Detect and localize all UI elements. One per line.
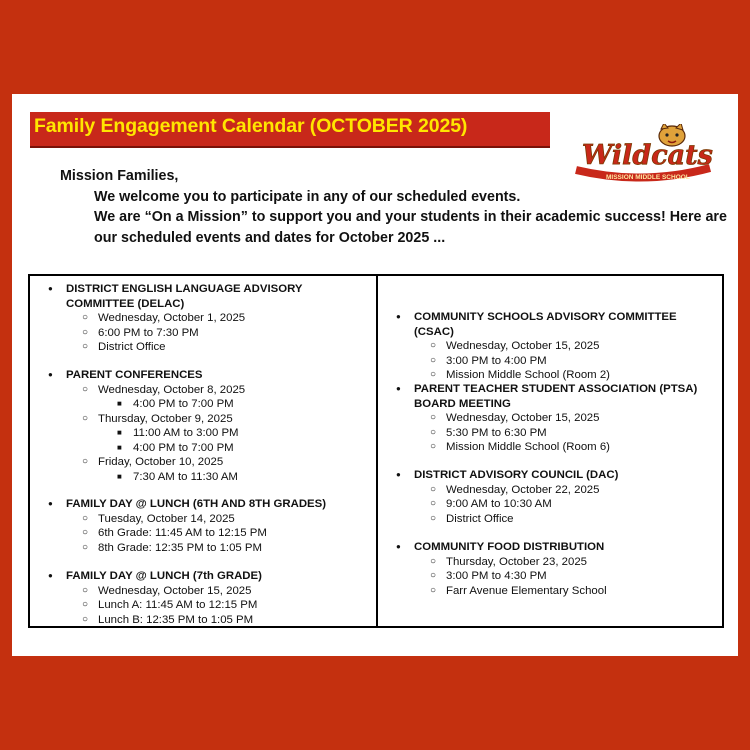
intro-message: [60, 166, 730, 248]
event-date: ○ Wednesday, October 8, 2025: [30, 383, 376, 398]
event-food-distribution: [378, 540, 722, 598]
event-date: ○ Wednesday, October 1, 2025: [30, 311, 376, 326]
event-time: ○ 9:00 AM to 10:30 AM: [378, 497, 722, 512]
greeting: Mission Families,: [60, 168, 179, 184]
event-date: ○ Thursday, October 9, 2025: [30, 412, 376, 427]
event-dac: [378, 468, 722, 526]
event-delac: [30, 282, 376, 355]
calendar-card: [12, 94, 738, 656]
logo-subtitle: MISSION MIDDLE SCHOOL: [606, 174, 690, 181]
event-title: ● COMMUNITY FOOD DISTRIBUTION: [378, 540, 722, 555]
event-time: ○ 6:00 PM to 7:30 PM: [30, 326, 376, 341]
event-date: ○ Wednesday, October 22, 2025: [378, 483, 722, 498]
event-location: ○ Farr Avenue Elementary School: [378, 584, 722, 599]
events-table: [28, 274, 724, 628]
event-location: ○ Mission Middle School (Room 6): [378, 440, 722, 455]
event-title: ● PARENT CONFERENCES: [30, 368, 376, 383]
page-title: Family Engagement Calendar (OCTOBER 2025): [34, 115, 468, 137]
event-time: ■ 7:30 AM to 11:30 AM: [30, 470, 376, 485]
event-time: ○ 8th Grade: 12:35 PM to 1:05 PM: [30, 541, 376, 556]
event-family-day-6-8: [30, 497, 376, 555]
event-time: ○ Lunch B: 12:35 PM to 1:05 PM: [30, 613, 376, 628]
event-time: ○ Lunch A: 11:45 AM to 12:15 PM: [30, 598, 376, 613]
event-ptsa: [378, 382, 722, 455]
event-location: ○ Mission Middle School (Room 2): [378, 368, 722, 383]
event-title: ● PARENT TEACHER STUDENT ASSOCIATION (PTSA) BOARD MEETING: [378, 382, 722, 411]
event-title: ● FAMILY DAY @ LUNCH (6TH AND 8TH GRADES): [30, 497, 376, 512]
event-date: ○ Thursday, October 23, 2025: [378, 555, 722, 570]
event-title: ● FAMILY DAY @ LUNCH (7th GRADE): [30, 569, 376, 584]
event-date: ○ Wednesday, October 15, 2025: [378, 339, 722, 354]
event-date: ○ Wednesday, October 15, 2025: [378, 411, 722, 426]
event-location: ○ District Office: [30, 340, 376, 355]
event-time: ■ 11:00 AM to 3:00 PM: [30, 426, 376, 441]
event-title: ● COMMUNITY SCHOOLS ADVISORY COMMITTEE (CSAC): [378, 310, 722, 339]
intro-line-1: We welcome you to participate in any of our scheduled events.: [94, 188, 521, 205]
event-title: ● DISTRICT ADVISORY COUNCIL (DAC): [378, 468, 722, 483]
intro-line-2: We are “On a Mission” to support you and your students in their academic success! Here are our scheduled events and dates for October 2025 ...: [94, 209, 727, 246]
event-family-day-7: [30, 569, 376, 627]
event-time: ○ 6th Grade: 11:45 AM to 12:15 PM: [30, 526, 376, 541]
event-parent-conferences: [30, 368, 376, 484]
logo-wordmark: Wildcats: [582, 140, 713, 171]
event-date: ○ Wednesday, October 15, 2025: [30, 584, 376, 599]
event-date: ○ Friday, October 10, 2025: [30, 455, 376, 470]
event-location: ○ District Office: [378, 512, 722, 527]
event-time: ■ 4:00 PM to 7:00 PM: [30, 397, 376, 412]
event-time: ○ 3:00 PM to 4:00 PM: [378, 354, 722, 369]
event-time: ○ 5:30 PM to 6:30 PM: [378, 426, 722, 441]
event-time: ○ 3:00 PM to 4:30 PM: [378, 569, 722, 584]
event-time: ■ 4:00 PM to 7:00 PM: [30, 441, 376, 456]
event-title: ● DISTRICT ENGLISH LANGUAGE ADVISORY COMMITTEE (DELAC): [30, 282, 376, 311]
event-csac: [378, 310, 722, 383]
event-date: ○ Tuesday, October 14, 2025: [30, 512, 376, 527]
